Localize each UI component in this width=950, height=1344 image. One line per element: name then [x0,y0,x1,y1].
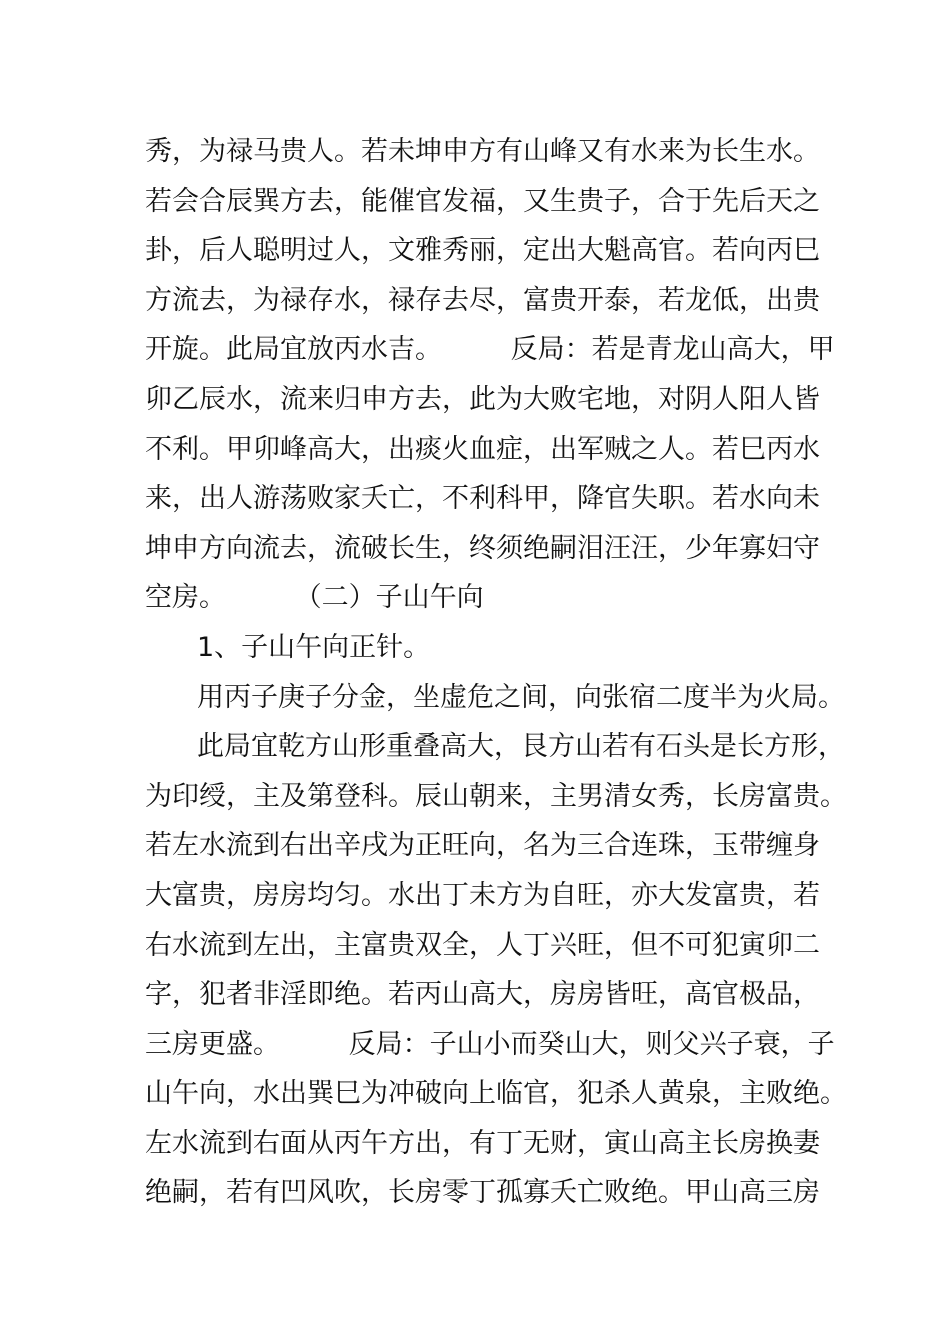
text-line: 开旋。此局宜放丙水吉。 反局：若是青龙山高大，甲 [145,334,835,366]
text-line: 三房更盛。 反局：子山小而癸山大，则父兴子衰，子 [145,1028,835,1060]
text-line: 大富贵，房房均匀。水出丁未方为自旺，亦大发富贵，若 [145,879,820,911]
text-line: 来，出人游荡败家夭亡，不利科甲，降官失职。若水向未 [145,483,820,515]
text-line: 绝嗣，若有凹风吹，长房零丁孤寡夭亡败绝。甲山高三房 [145,1177,820,1209]
section-heading: 1、子山午向正针。 [197,631,431,663]
text-line: 山午向，水出巽巳为冲破向上临官，犯杀人黄泉，主败绝。 [145,1078,847,1110]
text-line: 字，犯者非淫即绝。若丙山高大，房房皆旺，高官极品， [145,979,820,1011]
text-line: 若会合辰巽方去，能催官发福，又生贵子，合于先后天之 [145,185,820,217]
text-line: 右水流到左出，主富贵双全，人丁兴旺，但不可犯寅卯二 [145,929,820,961]
text-line: 不利。甲卯峰高大，出痰火血症，出军贼之人。若巳丙水 [145,433,820,465]
text-line: 左水流到右面从丙午方出，有丁无财，寅山高主长房换妻 [145,1127,820,1159]
text-line: 卦，后人聪明过人，文雅秀丽，定出大魁高官。若向丙巳 [145,235,820,267]
text-line: 秀，为禄马贵人。若未坤申方有山峰又有水来为长生水。 [145,136,820,167]
body-text [145,127,847,1218]
text-line: 坤申方向流去，流破长生，终须绝嗣泪汪汪，少年寡妇守 [145,532,820,564]
text-line: 方流去，为禄存水，禄存去尽，富贵开泰，若龙低，出贵 [145,284,820,316]
text-line: 此局宜乾方山形重叠高大，艮方山若有石头是长方形， [197,731,845,763]
text-line: 卯乙辰水，流来归申方去，此为大败宅地，对阴人阳人皆 [145,383,820,415]
text-line: 若左水流到右出辛戌为正旺向，名为三合连珠，玉带缠身 [145,830,820,862]
text-line: 为印绶，主及第登科。辰山朝来，主男清女秀，长房富贵。 [145,780,847,812]
text-line: 空房。 （二）子山午向 [145,582,484,614]
text-line: 用丙子庚子分金，坐虚危之间，向张宿二度半为火局。 [197,681,845,713]
